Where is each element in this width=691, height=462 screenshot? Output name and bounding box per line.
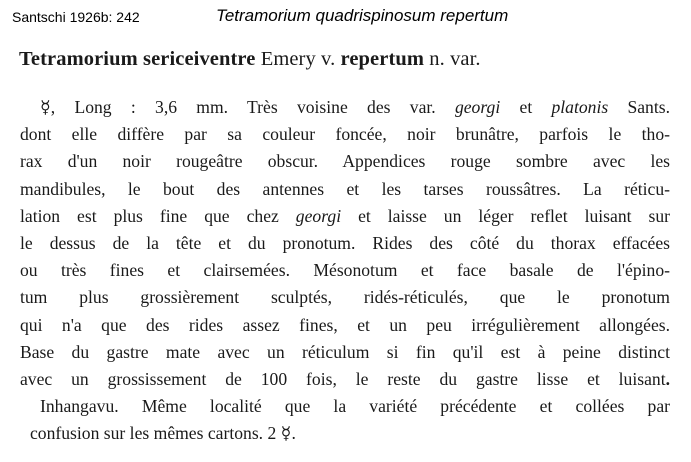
description-paragraph (20, 94, 670, 447)
text-segment: lation est plus fine que chez (20, 205, 296, 226)
text-line-1 (20, 94, 670, 121)
text-line-9: qui n'a que des rides assez fines, et un peu irrégulièrement allongées. (20, 314, 670, 335)
author-variety-label: Emery v. (255, 48, 341, 70)
text-segment: . (665, 368, 670, 389)
text-line-13: confusion sur les mêmes cartons. 2 ☿. (30, 423, 296, 444)
text-line-7: ou très fines et clairsemées. Mésonotum et face basale de l'épino- (20, 260, 670, 281)
italic-term: georgi (454, 97, 501, 117)
taxon-heading: Tetramorium quadrispinosum repertum (216, 6, 509, 25)
text-segment: ☿, Long : 3,6 mm. Très voisine des var. (40, 97, 455, 117)
text-line-4: mandibules, le bout des antennes et les tarses roussâtres. La réticu- (20, 178, 670, 199)
species-title (19, 48, 481, 71)
text-line-3: rax d'un noir rougeâtre obscur. Appendices rouge sombre avec les (20, 151, 670, 172)
text-line-10: Base du gastre mate avec un réticulum si fin qu'il est à peine distinct (20, 341, 670, 362)
text-segment: avec un grossissement de 100 fois, le reste du gastre lisse et luisant (20, 368, 666, 389)
text-segment: et laisse un léger reflet luisant sur (341, 205, 670, 226)
species-name: Tetramorium sericeiventre (19, 48, 256, 70)
text-line-5 (20, 203, 670, 230)
new-variety-label: n. var. (424, 48, 481, 70)
citation-text: Santschi 1926b: 242 (12, 9, 140, 25)
text-line-12: Inhangavu. Même localité que la variété précédente et collées par (40, 396, 670, 417)
text-line-6: le dessus de la tête et du pronotum. Rides des côté du thorax effacées (20, 232, 670, 253)
text-line-11 (20, 366, 670, 393)
text-segment: Sants. (608, 97, 670, 117)
page-header (0, 6, 691, 30)
variety-name: repertum (340, 48, 425, 70)
text-line-8: tum plus grossièrement sculptés, ridés-réticulés, que le pronotum (20, 287, 670, 308)
text-segment: et (500, 97, 552, 117)
italic-term: georgi (295, 205, 342, 226)
italic-term: platonis (551, 97, 609, 117)
text-line-2: dont elle diffère par sa couleur foncée, noir brunâtre, parfois le tho- (20, 124, 670, 145)
